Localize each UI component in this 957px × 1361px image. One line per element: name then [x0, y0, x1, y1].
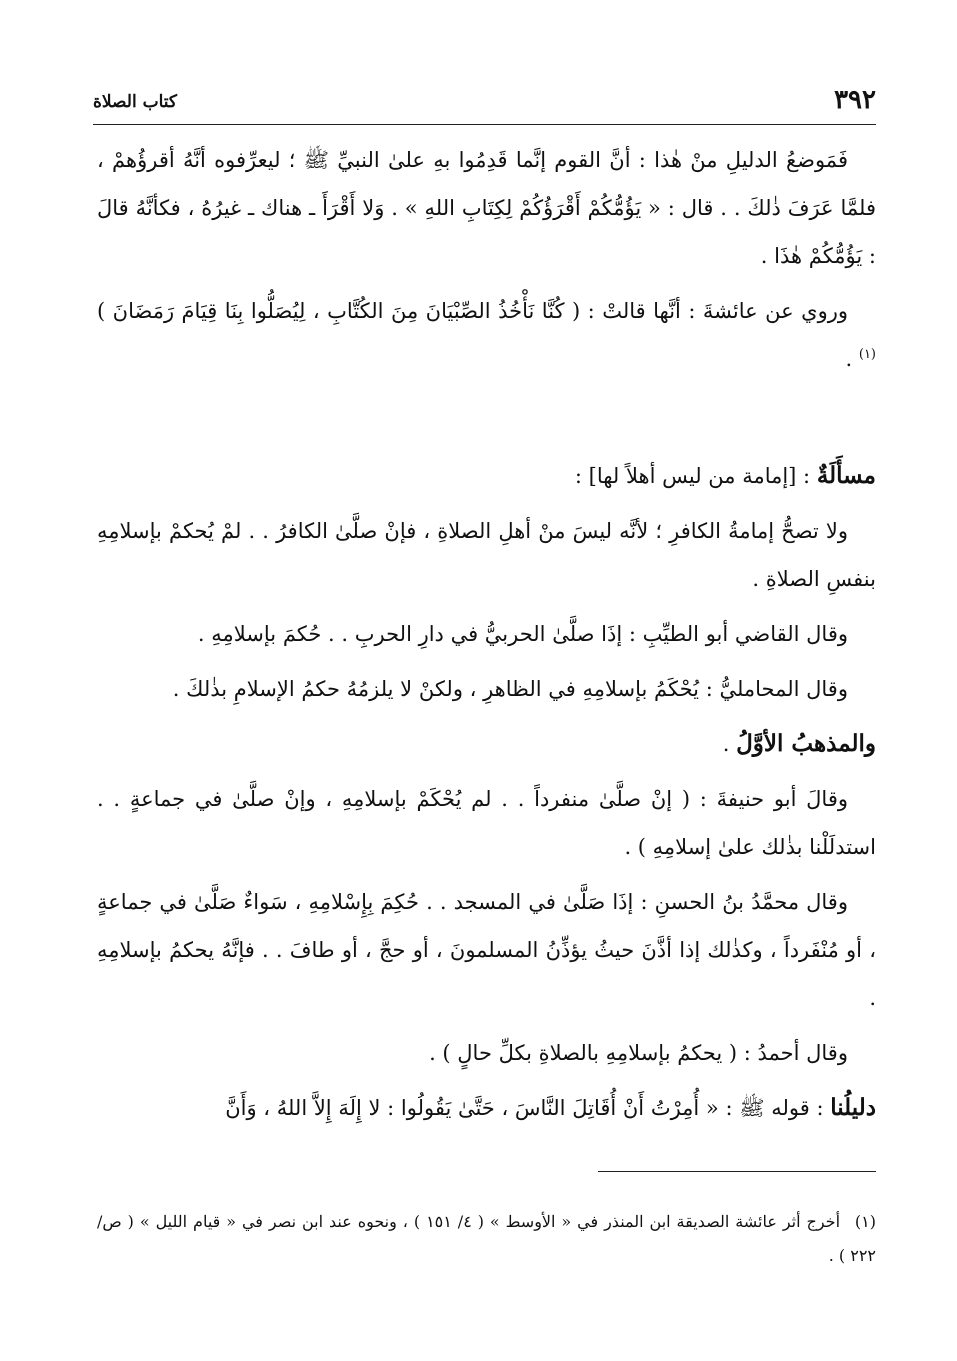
aisha-narration-text: وروي عن عائشةَ : أنَّها قالتْ : ( كُنَّا نَأْخُذُ الصِّبْيَانَ مِنَ الكُتَّابِ ، لِيُصَلُّوا بِنَا قِيَامَ رَمَضَانَ )	[97, 299, 848, 323]
footnote-text: أخرج أثر عائشة الصديقة ابن المنذر في « الأوسط » ( ٤/ ١٥١ ) ، ونحوه عند ابن نصر في « قيام الليل » ( ص/ ٢٢٢ ) .	[97, 1212, 876, 1265]
running-title: كتاب الصلاة	[93, 92, 178, 112]
masala-label: مسأَلَةٌ	[816, 462, 876, 489]
paragraph-ahmad: وقال أحمدُ : ( يحكمُ بإسلامِهِ بالصلاةِ بكلِّ حالٍ ) .	[429, 1041, 848, 1065]
paragraph-aisha-narration	[97, 287, 876, 383]
madhhab-end: .	[722, 732, 737, 756]
main-text	[97, 136, 876, 1139]
paragraph-abu-hanifa: وقالَ أبو حنيفةَ : ( إنْ صلَّىٰ منفرداً . . لم يُحْكَمْ بإسلامِهِ ، وإنْ صلَّىٰ في جماعةٍ . . استدلَلْنا بذٰلك علىٰ إسلامِهِ ) .	[97, 787, 876, 859]
masala-heading	[97, 452, 876, 500]
dalil-text: : قوله ﷺ : « أُمِرْتُ أَنْ أُقَاتِلَ النَّاسَ ، حَتَّىٰ يَقُولُوا : لا إِلَهَ إِلاَّ اللهُ ، وَأَنَّ	[225, 1096, 831, 1120]
paragraph-abu-tayyib: وقال القاضي أبو الطيِّبِ : إذَا صلَّىٰ الحربيُّ في دارِ الحربِ . . حُكمَ بإسلامِهِ .	[197, 622, 848, 646]
madhhab-label: والمذهبُ الأوَّلُ	[736, 730, 876, 757]
header-rule	[93, 124, 876, 125]
paragraph-kafir-imamate: ولا تصحُّ إمامةُ الكافرِ ؛ لأنَّه ليسَ منْ أهلِ الصلاةِ ، فإنْ صلَّىٰ الكافرُ . . لمْ يُحكمْ بإسلامِهِ بنفسِ الصلاةِ .	[97, 519, 876, 591]
masala-title: : [إمامة من ليس أهلاً لها] :	[574, 464, 817, 488]
madhhab-heading	[97, 720, 876, 768]
footnote-reference[interactable]: (١)	[858, 347, 876, 362]
dalil-label: دليلُنا	[830, 1094, 876, 1121]
aisha-narration-end: .	[845, 347, 859, 371]
footnote-item	[97, 1205, 876, 1273]
paragraph-mahamili: وقال المحامليُّ : يُحْكَمُ بإسلامِهِ في الظاهرِ ، ولكنْ لا يلزمُهُ حكمُ الإسلامِ بذٰلكَ .	[172, 677, 848, 701]
footnote-number: (١)	[854, 1212, 877, 1231]
page-number: ٣٩٢	[834, 85, 876, 115]
paragraph-dalil	[97, 1084, 876, 1132]
footnote-rule	[598, 1171, 876, 1172]
footnotes	[97, 1205, 876, 1273]
paragraph-muhammad-hasan: وقال محمَّدُ بنُ الحسنِ : إذَا صَلَّىٰ في المسجد . . حُكِمَ بِإِسْلامِهِ ، سَواءٌ صَلَّىٰ في جماعةٍ ، أو مُنْفَرداً ، وكذٰلك إذا أذَّنَ حيثُ يؤذِّنُ المسلمونَ ، أو حجَّ ، أو طافَ . . فإنَّهُ يحكمُ بإسلامِهِ .	[97, 890, 876, 1010]
paragraph-evidence: فَمَوضعُ الدليلِ منْ هٰذا : أنَّ القوم إنَّما قَدِمُوا بهِ علىٰ النبيِّ ﷺ ؛ ليعرِّفوه أنَّهُ أقرؤُهمْ ، فلمَّا عَرَفَ ذٰلكَ . . قال : « يَؤُمُّكُمْ أَقْرَؤُكُمْ لِكِتَابِ اللهِ » . وَلا أَقْرَأَ ـ هناك ـ غيرُهُ ، فكأنَّهُ قالَ : يَؤُمُّكُمْ هٰذَا .	[97, 148, 876, 268]
page-header	[93, 82, 876, 122]
section-spacer	[97, 390, 876, 452]
